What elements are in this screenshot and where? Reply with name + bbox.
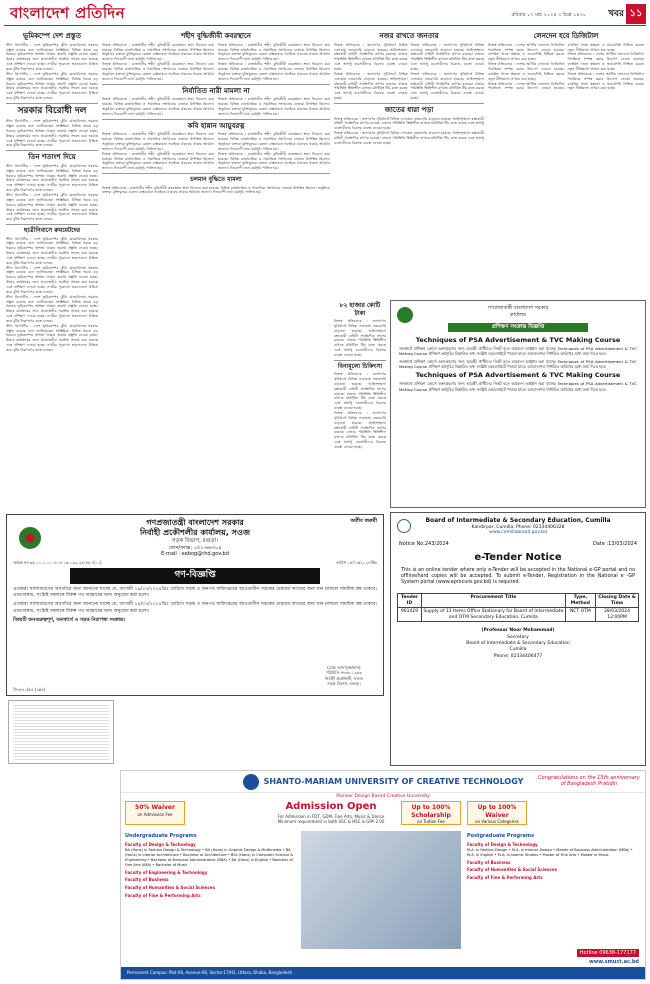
article-body: নিজস্ব প্রতিবেদক : রাজধানীর শহীদ বুদ্ধিজীবী কবরস্থানে শ্রদ্ধা নিবেদন করা হয়েছে। বিভিন্ন রাজনৈতিক ও সামাজিক সংগঠনের নেতারা উপস্থিত ছিলেন। অনুষ্ঠানে বক্তারা মুক্তিযুদ্ধের চেতনা বাস্তবায়নে সবাইকে ঐক্যবদ্ধ থাকার আহ্বান জানান। দিনব্যাপী নানা কর্মসূচি পালিত হয়। xyxy=(218,42,330,62)
government-public-notice xyxy=(6,514,384,696)
article-body: নিজস্ব প্রতিবেদক : জনগণের সুবিধার্থে বিভিন্ন এলাকায় নজরদারি বাড়ানো হয়েছে। আইনশৃঙ্খলা রক্ষাকারী বাহিনী সার্বক্ষণিক তৎপর রয়েছে। বাজার পরিস্থিতি স্থিতিশীল রাখতে মনিটরিং টিম কাজ করছে এবং অসাধু ব্যবসায়ীদের বিরুদ্ধে ব্যবস্থা নেওয়া হচ্ছে। xyxy=(334,42,408,71)
headline[interactable]: লেনদেন হবে ডিজিটাল xyxy=(533,31,599,40)
board-etender-notice xyxy=(390,512,646,766)
waiver-head: Up to 100% Waiver xyxy=(477,804,517,819)
table-row xyxy=(398,608,639,622)
table-header-row xyxy=(398,593,639,607)
board-website[interactable]: www.comillaboard.gov.bd xyxy=(489,530,547,536)
congratulations-note: Congratulations on the 15th anniversary of Bangladesh Pratidin xyxy=(538,775,640,788)
signatory-id: পরিচিতি নং-৬০১২৬৩ xyxy=(325,670,362,676)
article-body: স্টাফ রিপোর্টার : দেশে ভূমিকম্পের ঝুঁকি মোকাবিলায় সরকার প্রস্তুত রয়েছে বলে জানিয়েছেন সংশ্লিষ্টরা। বিভিন্ন সময়ে বড় ধরনের ভূমিকম্পের আশঙ্কা থাকায় জরুরি প্রস্তুতি নেওয়া হচ্ছে। উদ্ধার কার্যক্রমের জন্য প্রয়োজনীয় সরঞ্জাম সংগ্রহ করা হয়েছে এবং প্রশিক্ষণ দেওয়া হচ্ছে। নগরীর পুরোনো ভবনগুলো চিহ্নিত করে ঝুঁকি নিরূপণের কাজ চলছে। xyxy=(6,236,98,265)
ad-body: জনস্বার্থে প্রশিক্ষণ কোর্সে অংশগ্রহণের জন্য আগ্রহী প্রার্থীদের নিকট হতে আবেদন আহ্বান করা যাচ্ছে। Techniques of PSA Advertisement & TVC Making Course প্রশিক্ষণ কর্মসূচির বিস্তারিত তথ্য সংশ্লিষ্ট ওয়েবসাইটে পাওয়া যাবে। আবেদনপত্র নির্ধারিত তারিখের মধ্যে জমা দিতে হবে। xyxy=(399,346,637,357)
article-body: নিজস্ব প্রতিবেদক : জনগণের সুবিধার্থে বিভিন্ন এলাকায় নজরদারি বাড়ানো হয়েছে। আইনশৃঙ্খলা রক্ষাকারী বাহিনী সার্বক্ষণিক তৎপর রয়েছে। বাজার পরিস্থিতি স্থিতিশীল রাখতে মনিটরিং টিম কাজ করছে এবং অসাধু ব্যবসায়ীদের বিরুদ্ধে ব্যবস্থা নেওয়া হচ্ছে। xyxy=(334,131,484,145)
signatory-city: Cumilla xyxy=(509,647,527,653)
reference-row xyxy=(13,560,377,565)
table-cell: 28/03/2024 12:00PM xyxy=(596,608,639,622)
article-body: নিজস্ব প্রতিবেদক : জনগণের সুবিধার্থে বিভিন্ন এলাকায় নজরদারি বাড়ানো হয়েছে। আইনশৃঙ্খলা রক্ষাকারী বাহিনী সার্বক্ষণিক তৎপর রয়েছে। বাজার পরিস্থিতি স্থিতিশীল রাখতে মনিটরিং টিম কাজ করছে এবং অসাধু ব্যবসায়ীদের বিরুদ্ধে ব্যবস্থা নেওয়া হচ্ছে। xyxy=(410,71,484,101)
university-hotline[interactable]: Hotline 09638-177177 xyxy=(577,949,639,957)
headline[interactable]: সরকার বিরোধী দল xyxy=(17,105,87,116)
campus-photo xyxy=(301,831,461,949)
signature-block xyxy=(325,665,363,687)
article-columns xyxy=(102,97,330,116)
divider xyxy=(102,84,330,85)
notice-meta xyxy=(399,541,637,547)
article-body: স্টাফ রিপোর্টার : দেশে ভূমিকম্পের ঝুঁকি মোকাবিলায় সরকার প্রস্তুত রয়েছে বলে জানিয়েছেন সংশ্লিষ্টরা। বিভিন্ন সময়ে বড় ধরনের ভূমিকম্পের আশঙ্কা থাকায় জরুরি প্রস্তুতি নেওয়া হচ্ছে। উদ্ধার কার্যক্রমের জন্য প্রয়োজনীয় সরঞ্জাম সংগ্রহ করা হয়েছে এবং প্রশিক্ষণ দেওয়া হচ্ছে। নগরীর পুরোনো ভবনগুলো চিহ্নিত করে ঝুঁকি নিরূপণের কাজ চলছে। xyxy=(6,163,98,193)
headline[interactable]: ৮২ হাজার কোটি টাকা xyxy=(339,302,381,317)
ad-banner: প্রশিক্ষণ সংক্রান্ত বিজ্ঞপ্তি xyxy=(448,323,588,332)
public-notice-banner: গণ-বিজ্ঞপ্তি xyxy=(70,568,320,583)
pg-title: Postgraduate Programs xyxy=(467,833,535,839)
government-logo-icon xyxy=(397,307,413,323)
notice-body: এতদ্বারা সর্বসাধারণের অবগতির জন্য জানানো যাচ্ছে যে, আগামী ১৯/০৩/২০২৪খ্রিঃ তারিখে সড়ক ও জনপথ অধিদপ্তরের আওতাধীন সড়কের মেরামত কাজের জন্য যান চলাচল সাময়িক বন্ধ থাকবে। এমতাবস্থায়, সংশ্লিষ্ট সকলকে বিকল্প পথ ব্যবহারের জন্য অনুরোধ করা হলো। xyxy=(13,586,377,599)
headline[interactable]: ভূমিকম্পে দেশ প্রস্তুত xyxy=(23,31,81,40)
headline[interactable]: নজর রাখতে জনতার xyxy=(379,31,439,40)
waiver-head: Up to 100% Scholarship xyxy=(411,804,451,819)
table-cell: 961429 xyxy=(398,608,422,622)
admission-requirement: For Admission in FDT, GDM, Fine Arts, Music & Dance Minimum requirement in both SSC & HSC is GPA 2.00 xyxy=(277,813,385,824)
waiver-head: 50% Waiver xyxy=(135,804,175,811)
faculty-label: Faculty of Humanities & Social Sciences xyxy=(125,884,215,890)
table-cell: NCT OTM xyxy=(565,608,595,622)
article-columns xyxy=(102,43,330,82)
notice-footer: বিষয়টি জনগুরুত্বপূর্ণ, জনস্বার্থে ও সড়ক নিরাপত্তা সংক্রান্ত। xyxy=(13,618,125,624)
divider xyxy=(102,173,330,174)
govt-phone: ফোন/ফ্যাক্স: ০৫১-৬৬৩০৪ xyxy=(168,544,222,551)
issue-date: রবিবার ১৭ মার্চ ২০২৪ ৩ চৈত্র ১৪৩০ xyxy=(511,12,586,18)
ad-body: জনস্বার্থে প্রশিক্ষণ কোর্সে অংশগ্রহণের জন্য আগ্রহী প্রার্থীদের নিকট হতে আবেদন আহ্বান করা যাচ্ছে। Techniques of PSA Advertisement & TVC Making Course প্রশিক্ষণ কর্মসূচির বিস্তারিত তথ্য সংশ্লিষ্ট ওয়েবসাইটে পাওয়া যাবে। আবেদনপত্র নির্ধারিত তারিখের মধ্যে জমা দিতে হবে। xyxy=(399,358,637,369)
university-tagline: Pioneer Design Based Creative University xyxy=(336,794,430,799)
faculty-label: Faculty of Fine & Performing Arts xyxy=(125,892,201,898)
column-4 xyxy=(488,30,644,180)
signatory-title: Secretary xyxy=(507,634,529,640)
table-header: Closing Date & Time xyxy=(596,593,639,607)
divider xyxy=(6,103,98,104)
column-3 xyxy=(334,30,484,296)
headline[interactable]: চলমান বুদ্ধিতে মামলা xyxy=(190,176,242,184)
waiver-badge xyxy=(401,801,461,825)
divider xyxy=(6,150,98,151)
newspaper-logo[interactable]: বাংলাদেশ প্রতিদিন xyxy=(10,4,126,22)
ad-org: কার্যালয় xyxy=(510,312,526,318)
article-body: স্টাফ রিপোর্টার : দেশে ভূমিকম্পের ঝুঁকি মোকাবিলায় সরকার প্রস্তুত রয়েছে বলে জানিয়েছেন সংশ্লিষ্টরা। বিভিন্ন সময়ে বড় ধরনের ভূমিকম্পের আশঙ্কা থাকায় জরুরি প্রস্তুতি নেওয়া হচ্ছে। উদ্ধার কার্যক্রমের জন্য প্রয়োজনীয় সরঞ্জাম সংগ্রহ করা হয়েছে এবং প্রশিক্ষণ দেওয়া হচ্ছে। নগরীর পুরোনো ভবনগুলো চিহ্নিত করে ঝুঁকি নিরূপণের কাজ চলছে। xyxy=(6,71,98,101)
headline[interactable]: কবি হান্নান আয়ুবরত্ন xyxy=(187,120,245,130)
notice-date: Date :13/03/2024 xyxy=(592,540,637,547)
signatory-office: সড়ক বিভাগ, বগুড়া। xyxy=(327,681,361,687)
govt-email[interactable]: E-mail : eebog@rhd.gov.bd xyxy=(161,551,229,558)
tender-table xyxy=(397,593,639,623)
headline[interactable]: বিনামূল্যে চিকিৎসা xyxy=(337,362,383,370)
notice-number: Notice No.243/2024 xyxy=(399,540,449,547)
column-3b xyxy=(334,300,386,510)
article-columns xyxy=(488,43,644,91)
article-body: নিজস্ব প্রতিবেদক : রাজধানীর শহীদ বুদ্ধিজীবী কবরস্থানে শ্রদ্ধা নিবেদন করা হয়েছে। বিভিন্ন রাজনৈতিক ও সামাজিক সংগঠনের নেতারা উপস্থিত ছিলেন। অনুষ্ঠানে বক্তারা মুক্তিযুদ্ধের চেতনা বাস্তবায়নে সবাইকে ঐক্যবদ্ধ থাকার আহ্বান জানান। দিনব্যাপী নানা কর্মসূচি পালিত হয়। xyxy=(218,151,330,171)
table-header: Procurement Title xyxy=(422,593,566,607)
ad-body: জনস্বার্থে প্রশিক্ষণ কোর্সে অংশগ্রহণের জন্য আগ্রহী প্রার্থীদের নিকট হতে আবেদন আহ্বান করা যাচ্ছে। Techniques of PSA Advertisement & TVC Making Course প্রশিক্ষণ কর্মসূচির বিস্তারিত তথ্য সংশ্লিষ্ট ওয়েবসাইটে পাওয়া যাবে। আবেদনপত্র নির্ধারিত তারিখের মধ্যে জমা দিতে হবে। xyxy=(399,381,637,392)
table-header: Type, Method xyxy=(565,593,595,607)
training-notice-ad xyxy=(390,300,646,508)
board-signature xyxy=(395,628,641,659)
headline[interactable]: জাতের ধারা পড়া xyxy=(384,104,434,114)
article-body: নিজস্ব প্রতিবেদক : দেশের আর্থিক লেনদেন ডিজিটাল পদ্ধতিতে সম্পন্ন করার উদ্যোগ নেওয়া হয়েছে। ব্যাংকিং খাতে স্বচ্ছতা ও জবাবদিহি নিশ্চিত করতে নতুন নীতিমালা প্রণয়ন করা হচ্ছে। xyxy=(488,42,644,91)
ad-code: জি-৫৪১/৫৪ (২x৪) xyxy=(13,687,46,692)
undergraduate-column xyxy=(125,831,295,898)
faculty-label: Faculty of Business xyxy=(467,859,511,865)
divider xyxy=(334,360,386,361)
waiver-badge xyxy=(125,801,185,825)
faculty-label: Faculty of Design & Technology xyxy=(125,842,196,847)
faculty-label: Faculty of Business xyxy=(125,877,169,883)
divider xyxy=(334,103,484,104)
signatory-phone: Phone: 02334406477 xyxy=(493,653,543,659)
ad-title: Techniques of PSA Advertisement & TVC Making Course xyxy=(415,371,621,380)
article-body: নিজস্ব প্রতিবেদক : রাজধানীর শহীদ বুদ্ধিজীবী কবরস্থানে শ্রদ্ধা নিবেদন করা হয়েছে। বিভিন্ন রাজনৈতিক ও সামাজিক সংগঠনের নেতারা উপস্থিত ছিলেন। অনুষ্ঠানে বক্তারা মুক্তিযুদ্ধের চেতনা বাস্তবায়নে সবাইকে ঐক্যবদ্ধ থাকার আহ্বান জানান। দিনব্যাপী নানা কর্মসূচি পালিত হয়। xyxy=(102,97,214,116)
table-cell: Supply of 13 Items Office Stationary for Board of Intermediate and OTM Secondary Education, Cumilla xyxy=(422,608,566,622)
column-2 xyxy=(102,30,330,510)
article-body: নিজস্ব প্রতিবেদক : জনগণের সুবিধার্থে বিভিন্ন এলাকায় নজরদারি বাড়ানো হয়েছে। আইনশৃঙ্খলা রক্ষাকারী বাহিনী সার্বক্ষণিক তৎপর রয়েছে। বাজার পরিস্থিতি স্থিতিশীল রাখতে মনিটরিং টিম কাজ করছে এবং অসাধু ব্যবসায়ীদের বিরুদ্ধে ব্যবস্থা নেওয়া হচ্ছে। xyxy=(334,71,408,101)
signatory-org: Board of Intermediate & Secondary Education xyxy=(466,641,570,646)
urgent-tag: অতীব জরুরী xyxy=(350,518,377,524)
ref-number: স্মারক নং-৩৫.০১.১০০০.৪০৪.১৬.০৩২.২৪-৫৮০(১০) xyxy=(13,560,102,566)
article-body: নিজস্ব প্রতিবেদক : জনগণের সুবিধার্থে বিভিন্ন এলাকায় নজরদারি বাড়ানো হয়েছে। আইনশৃঙ্খলা রক্ষাকারী বাহিনী সার্বক্ষণিক তৎপর রয়েছে। বাজার পরিস্থিতি স্থিতিশীল রাখতে মনিটরিং টিম কাজ করছে এবং অসাধু ব্যবসায়ীদের বিরুদ্ধে ব্যবস্থা নেওয়া হচ্ছে। xyxy=(410,42,484,71)
headline[interactable]: শহীদ বুদ্ধিজীবী কবরস্থানে xyxy=(181,31,251,40)
board-name: Board of Intermediate & Secondary Education, Cumilla xyxy=(425,517,611,524)
divider xyxy=(6,224,98,225)
article-body: নিজস্ব প্রতিবেদক : রাজধানীর শহীদ বুদ্ধিজীবী কবরস্থানে শ্রদ্ধা নিবেদন করা হয়েছে। বিভিন্ন রাজনৈতিক ও সামাজিক সংগঠনের নেতারা উপস্থিত ছিলেন। অনুষ্ঠানে বক্তারা মুক্তিযুদ্ধের চেতনা বাস্তবায়নে সবাইকে ঐক্যবদ্ধ থাকার আহ্বান জানান। দিনব্যাপী নানা কর্মসূচি পালিত হয়। xyxy=(102,151,214,171)
article-body: নিজস্ব প্রতিবেদক : জনগণের সুবিধার্থে বিভিন্ন এলাকায় নজরদারি বাড়ানো হয়েছে। আইনশৃঙ্খলা রক্ষাকারী বাহিনী সার্বক্ষণিক তৎপর রয়েছে। বাজার পরিস্থিতি স্থিতিশীল রাখতে মনিটরিং টিম কাজ করছে এবং অসাধু ব্যবসায়ীদের বিরুদ্ধে ব্যবস্থা নেওয়া হচ্ছে। xyxy=(334,116,484,131)
govt-title: গণপ্রজাতন্ত্রী বাংলাদেশ সরকার xyxy=(146,518,244,527)
waiver-text: on Admission Fee xyxy=(137,811,173,817)
notice-title: e-Tender Notice xyxy=(474,552,562,563)
board-header xyxy=(395,517,641,536)
ref-date: তারিখ ১৪/০৩/২০২৪খ্রিঃ xyxy=(335,560,377,566)
small-classified-ad xyxy=(8,700,114,764)
signatory-title: নির্বাহী প্রকৌশলী, সওজ xyxy=(324,675,363,681)
article-body: নিজস্ব প্রতিবেদক : জনগণের সুবিধার্থে বিভিন্ন এলাকায় নজরদারি বাড়ানো হয়েছে। আইনশৃঙ্খলা রক্ষাকারী বাহিনী সার্বক্ষণিক তৎপর রয়েছে। বাজার পরিস্থিতি স্থিতিশীল রাখতে মনিটরিং টিম কাজ করছে এবং অসাধু ব্যবসায়ীদের বিরুদ্ধে ব্যবস্থা নেওয়া হচ্ছে। xyxy=(334,319,386,357)
article-body: স্টাফ রিপোর্টার : দেশে ভূমিকম্পের ঝুঁকি মোকাবিলায় সরকার প্রস্তুত রয়েছে বলে জানিয়েছেন সংশ্লিষ্টরা। বিভিন্ন সময়ে বড় ধরনের ভূমিকম্পের আশঙ্কা থাকায় জরুরি প্রস্তুতি নেওয়া হচ্ছে। উদ্ধার কার্যক্রমের জন্য প্রয়োজনীয় সরঞ্জাম সংগ্রহ করা হয়েছে এবং প্রশিক্ষণ দেওয়া হচ্ছে। নগরীর পুরোনো ভবনগুলো চিহ্নিত করে ঝুঁকি নিরূপণের কাজ চলছে। xyxy=(6,119,98,148)
faculty-label: Faculty of Humanities & Social Sciences xyxy=(467,867,557,873)
university-logo-icon xyxy=(243,774,259,790)
govt-division: সড়ক বিভাগ, বগুড়া। xyxy=(171,538,218,544)
page-number: ১১ xyxy=(626,4,646,24)
article-columns xyxy=(334,43,484,101)
article-body: নিজস্ব প্রতিবেদক : জনগণের সুবিধার্থে বিভিন্ন এলাকায় নজরদারি বাড়ানো হয়েছে। আইনশৃঙ্খলা রক্ষাকারী বাহিনী সার্বক্ষণিক তৎপর রয়েছে। বাজার পরিস্থিতি স্থিতিশীল রাখতে মনিটরিং টিম কাজ করছে এবং অসাধু ব্যবসায়ীদের বিরুদ্ধে ব্যবস্থা নেওয়া হচ্ছে। xyxy=(334,411,386,449)
postgraduate-column xyxy=(467,831,637,880)
ug-title: Undergraduate Programs xyxy=(125,833,197,839)
waiver-badge xyxy=(467,801,527,825)
article-body: নিজস্ব প্রতিবেদক : দেশের আর্থিক লেনদেন ডিজিটাল পদ্ধতিতে সম্পন্ন করার উদ্যোগ নেওয়া হয়েছে। ব্যাংকিং খাতে স্বচ্ছতা ও জবাবদিহি নিশ্চিত করতে নতুন নীতিমালা প্রণয়ন করা হচ্ছে। xyxy=(567,71,644,91)
admission-block xyxy=(271,801,391,827)
article-body: নিজস্ব প্রতিবেদক : দেশের আর্থিক লেনদেন ডিজিটাল পদ্ধতিতে সম্পন্ন করার উদ্যোগ নেওয়া হয়েছে। ব্যাংকিং খাতে স্বচ্ছতা ও জবাবদিহি নিশ্চিত করতে নতুন নীতিমালা প্রণয়ন করা হচ্ছে। xyxy=(567,52,644,71)
table-header: Tender ID xyxy=(398,593,422,607)
article-body: নিজস্ব প্রতিবেদক : রাজধানীর শহীদ বুদ্ধিজীবী কবরস্থানে শ্রদ্ধা নিবেদন করা হয়েছে। বিভিন্ন রাজনৈতিক ও সামাজিক সংগঠনের নেতারা উপস্থিত ছিলেন। অনুষ্ঠানে বক্তারা মুক্তিযুদ্ধের চেতনা বাস্তবায়নে সবাইকে ঐক্যবদ্ধ থাকার আহ্বান জানান। দিনব্যাপী নানা কর্মসূচি পালিত হয়। xyxy=(102,42,214,62)
headline[interactable]: নির্যাতিত নারী মামলা না xyxy=(182,85,250,95)
article-body: স্টাফ রিপোর্টার : দেশে ভূমিকম্পের ঝুঁকি মোকাবিলায় সরকার প্রস্তুত রয়েছে বলে জানিয়েছেন সংশ্লিষ্টরা। বিভিন্ন সময়ে বড় ধরনের ভূমিকম্পের আশঙ্কা থাকায় জরুরি প্রস্তুতি নেওয়া হচ্ছে। উদ্ধার কার্যক্রমের জন্য প্রয়োজনীয় সরঞ্জাম সংগ্রহ করা হয়েছে এবং প্রশিক্ষণ দেওয়া হচ্ছে। নগরীর পুরোনো ভবনগুলো চিহ্নিত করে ঝুঁকি নিরূপণের কাজ চলছে। xyxy=(6,323,98,352)
program-items: BA (Hons) in Fashion Design & Technology • BA (Hons) in Graphic Design & Multimedia • BA (Hons) in Interior Architecture • Bachelor of Architecture • BSc (Hons) in Computer Science & Engineering • Bachelor of Business Administration (BBA) • BA (Hons) in English • Bachelor of Fine Arts (BFA) • Bachelor of Music xyxy=(125,847,294,867)
article-body: নিজস্ব প্রতিবেদক : জনগণের সুবিধার্থে বিভিন্ন এলাকায় নজরদারি বাড়ানো হয়েছে। আইনশৃঙ্খলা রক্ষাকারী বাহিনী সার্বক্ষণিক তৎপর রয়েছে। বাজার পরিস্থিতি স্থিতিশীল রাখতে মনিটরিং টিম কাজ করছে এবং অসাধু ব্যবসায়ীদের বিরুদ্ধে ব্যবস্থা নেওয়া হচ্ছে। xyxy=(334,372,386,411)
headline[interactable]: ছাত্রীনিবাসে রুমমেটদের xyxy=(23,227,81,235)
article-body: স্টাফ রিপোর্টার : দেশে ভূমিকম্পের ঝুঁকি মোকাবিলায় সরকার প্রস্তুত রয়েছে বলে জানিয়েছেন সংশ্লিষ্টরা। বিভিন্ন সময়ে বড় ধরনের ভূমিকম্পের আশঙ্কা থাকায় জরুরি প্রস্তুতি নেওয়া হচ্ছে। উদ্ধার কার্যক্রমের জন্য প্রয়োজনীয় সরঞ্জাম সংগ্রহ করা হয়েছে এবং প্রশিক্ষণ দেওয়া হচ্ছে। নগরীর পুরোনো ভবনগুলো চিহ্নিত করে ঝুঁকি নিরূপণের কাজ চলছে। xyxy=(6,193,98,222)
article-body: নিজস্ব প্রতিবেদক : রাজধানীর শহীদ বুদ্ধিজীবী কবরস্থানে শ্রদ্ধা নিবেদন করা হয়েছে। বিভিন্ন রাজনৈতিক ও সামাজিক সংগঠনের নেতারা উপস্থিত ছিলেন। অনুষ্ঠানে বক্তারা মুক্তিযুদ্ধের চেতনা বাস্তবায়নে সবাইকে ঐক্যবদ্ধ থাকার আহ্বান জানান। দিনব্যাপী নানা কর্মসূচি পালিত হয়। xyxy=(102,132,214,151)
article-body: নিজস্ব প্রতিবেদক : রাজধানীর শহীদ বুদ্ধিজীবী কবরস্থানে শ্রদ্ধা নিবেদন করা হয়েছে। বিভিন্ন রাজনৈতিক ও সামাজিক সংগঠনের নেতারা উপস্থিত ছিলেন। অনুষ্ঠানে বক্তারা মুক্তিযুদ্ধের চেতনা বাস্তবায়নে সবাইকে ঐক্যবদ্ধ থাকার আহ্বান জানান। দিনব্যাপী নানা কর্মসূচি পালিত হয়। xyxy=(218,132,330,151)
ad-title: Techniques of PSA Advertisement & TVC Making Course xyxy=(415,335,621,344)
column-1 xyxy=(6,30,98,510)
article-columns xyxy=(102,132,330,171)
notice-body: এতদ্বারা সর্বসাধারণের অবগতির জন্য জানানো যাচ্ছে যে, আগামী ১৯/০৩/২০২৪খ্রিঃ তারিখে সড়ক ও জনপথ অধিদপ্তরের আওতাধীন সড়কের মেরামত কাজের জন্য যান চলাচল সাময়িক বন্ধ থাকবে। এমতাবস্থায়, সংশ্লিষ্ট সকলকে বিকল্প পথ ব্যবহারের জন্য অনুরোধ করা হলো। xyxy=(13,601,377,614)
ad-org: গণপ্রজাতন্ত্রী বাংলাদেশ সরকার xyxy=(487,305,549,311)
section-label: খবর xyxy=(608,9,624,19)
article-body: স্টাফ রিপোর্টার : দেশে ভূমিকম্পের ঝুঁকি মোকাবিলায় সরকার প্রস্তুত রয়েছে বলে জানিয়েছেন সংশ্লিষ্টরা। বিভিন্ন সময়ে বড় ধরনের ভূমিকম্পের আশঙ্কা থাকায় জরুরি প্রস্তুতি নেওয়া হচ্ছে। উদ্ধার কার্যক্রমের জন্য প্রয়োজনীয় সরঞ্জাম সংগ্রহ করা হয়েছে এবং প্রশিক্ষণ দেওয়া হচ্ছে। নগরীর পুরোনো ভবনগুলো চিহ্নিত করে ঝুঁকি নিরূপণের কাজ চলছে। xyxy=(6,42,98,71)
board-logo-icon xyxy=(397,519,411,533)
faculty-label: Faculty of Fine & Performing Arts xyxy=(467,874,543,880)
university-website[interactable]: www.smuct.ac.bd xyxy=(589,958,639,965)
govt-office: নির্বাহী প্রকৌশলীর কার্যালয়, সওজ xyxy=(139,528,251,537)
article-body: স্টাফ রিপোর্টার : দেশে ভূমিকম্পের ঝুঁকি মোকাবিলায় সরকার প্রস্তুত রয়েছে বলে জানিয়েছেন সংশ্লিষ্টরা। বিভিন্ন সময়ে বড় ধরনের ভূমিকম্পের আশঙ্কা থাকায় জরুরি প্রস্তুতি নেওয়া হচ্ছে। উদ্ধার কার্যক্রমের জন্য প্রয়োজনীয় সরঞ্জাম সংগ্রহ করা হয়েছে এবং প্রশিক্ষণ দেওয়া হচ্ছে। নগরীর পুরোনো ভবনগুলো চিহ্নিত করে ঝুঁকি নিরূপণের কাজ চলছে। xyxy=(6,265,98,294)
masthead xyxy=(4,4,646,26)
university-admission-ad xyxy=(120,770,646,980)
article-body: নিজস্ব প্রতিবেদক : দেশের আর্থিক লেনদেন ডিজিটাল পদ্ধতিতে সম্পন্ন করার উদ্যোগ নেওয়া হয়েছে। ব্যাংকিং খাতে স্বচ্ছতা ও জবাবদিহি নিশ্চিত করতে নতুন নীতিমালা প্রণয়ন করা হচ্ছে। xyxy=(488,42,565,62)
waiver-text: on Various Categories xyxy=(475,819,519,824)
program-items: M.A. in Fashion Design • M.A. in Interior Design • Master of Business Administration (MBA) • M.A. in English • M.A. in Islamic Studies • Master of Fine Arts • Master in Music xyxy=(467,847,633,857)
bangladesh-emblem-icon xyxy=(19,527,41,549)
faculty-label: Faculty of Design & Technology xyxy=(467,842,538,847)
university-footer xyxy=(121,967,645,979)
article-body: নিজস্ব প্রতিবেদক : দেশের আর্থিক লেনদেন ডিজিটাল পদ্ধতিতে সম্পন্ন করার উদ্যোগ নেওয়া হয়েছে। ব্যাংকিং খাতে স্বচ্ছতা ও জবাবদিহি নিশ্চিত করতে নতুন নীতিমালা প্রণয়ন করা হচ্ছে। xyxy=(488,62,565,81)
article-body: নিজস্ব প্রতিবেদক : রাজধানীর শহীদ বুদ্ধিজীবী কবরস্থানে শ্রদ্ধা নিবেদন করা হয়েছে। বিভিন্ন রাজনৈতিক ও সামাজিক সংগঠনের নেতারা উপস্থিত ছিলেন। অনুষ্ঠানে বক্তারা মুক্তিযুদ্ধের চেতনা বাস্তবায়নে সবাইকে ঐক্যবদ্ধ থাকার আহ্বান জানান। দিনব্যাপী নানা কর্মসূচি পালিত হয়। xyxy=(218,97,330,116)
waiver-text: on Tuition Fee xyxy=(417,819,445,824)
signatory-name: (মোঃ আসাদুজ্জামান) xyxy=(327,664,361,670)
article-body: নিজস্ব প্রতিবেদক : রাজধানীর শহীদ বুদ্ধিজীবী কবরস্থানে শ্রদ্ধা নিবেদন করা হয়েছে। বিভিন্ন রাজনৈতিক ও সামাজিক সংগঠনের নেতারা উপস্থিত ছিলেন। অনুষ্ঠানে বক্তারা মুক্তিযুদ্ধের চেতনা বাস্তবায়নে সবাইকে ঐক্যবদ্ধ থাকার আহ্বান জানান। দিনব্যাপী নানা কর্মসূচি পালিত হয়। xyxy=(102,62,214,81)
headline[interactable]: তিন শতাংশ দিয়ে xyxy=(28,152,76,162)
article-body: নিজস্ব প্রতিবেদক : রাজধানীর শহীদ বুদ্ধিজীবী কবরস্থানে শ্রদ্ধা নিবেদন করা হয়েছে। বিভিন্ন রাজনৈতিক ও সামাজিক সংগঠনের নেতারা উপস্থিত ছিলেন। অনুষ্ঠানে বক্তারা মুক্তিযুদ্ধের চেতনা বাস্তবায়নে সবাইকে ঐক্যবদ্ধ থাকার আহ্বান জানান। দিনব্যাপী নানা কর্মসূচি পালিত হয়। xyxy=(218,62,330,81)
board-address: Kandirpar, Cumilla, Phone: 02334406328 xyxy=(471,524,565,530)
university-name[interactable]: SHANTO-MARIAM UNIVERSITY OF CREATIVE TECHNOLOGY xyxy=(263,776,524,786)
article-body: স্টাফ রিপোর্টার : দেশে ভূমিকম্পের ঝুঁকি মোকাবিলায় সরকার প্রস্তুত রয়েছে বলে জানিয়েছেন সংশ্লিষ্টরা। বিভিন্ন সময়ে বড় ধরনের ভূমিকম্পের আশঙ্কা থাকায় জরুরি প্রস্তুতি নেওয়া হচ্ছে। উদ্ধার কার্যক্রমের জন্য প্রয়োজনীয় সরঞ্জাম সংগ্রহ করা হয়েছে এবং প্রশিক্ষণ দেওয়া হচ্ছে। নগরীর পুরোনো ভবনগুলো চিহ্নিত করে ঝুঁকি নিরূপণের কাজ চলছে। xyxy=(6,294,98,323)
signatory-name: (Professor Noor Mohammad) xyxy=(481,628,555,634)
ad-text-lines xyxy=(13,705,109,761)
notice-body: This is an online tender where only e-Tender will be accepted in the National e-GP portal and no offline/hard copies will be accepted. To submit e-Tender, Registration in the National e -GP System portal (www.eprocure.gov.bd) is required. xyxy=(401,567,635,586)
divider xyxy=(102,119,330,120)
admission-title: Admission Open xyxy=(285,801,377,812)
article-body: নিজস্ব প্রতিবেদক : রাজধানীর শহীদ বুদ্ধিজীবী কবরস্থানে শ্রদ্ধা নিবেদন করা হয়েছে। বিভিন্ন রাজনৈতিক ও সামাজিক সংগঠনের নেতারা উপস্থিত ছিলেন। অনুষ্ঠানে বক্তারা মুক্তিযুদ্ধের চেতনা বাস্তবায়নে সবাইকে ঐক্যবদ্ধ থাকার আহ্বান জানান। দিনব্যাপী নানা কর্মসূচি পালিত হয়। xyxy=(102,185,330,195)
faculty-label: Faculty of Engineering & Technology xyxy=(125,869,208,875)
campus-address: Permanent Campus: Plot-06, Avenue-06, Sector-17/H1, Uttara, Dhaka, Bangladesh xyxy=(127,970,292,975)
